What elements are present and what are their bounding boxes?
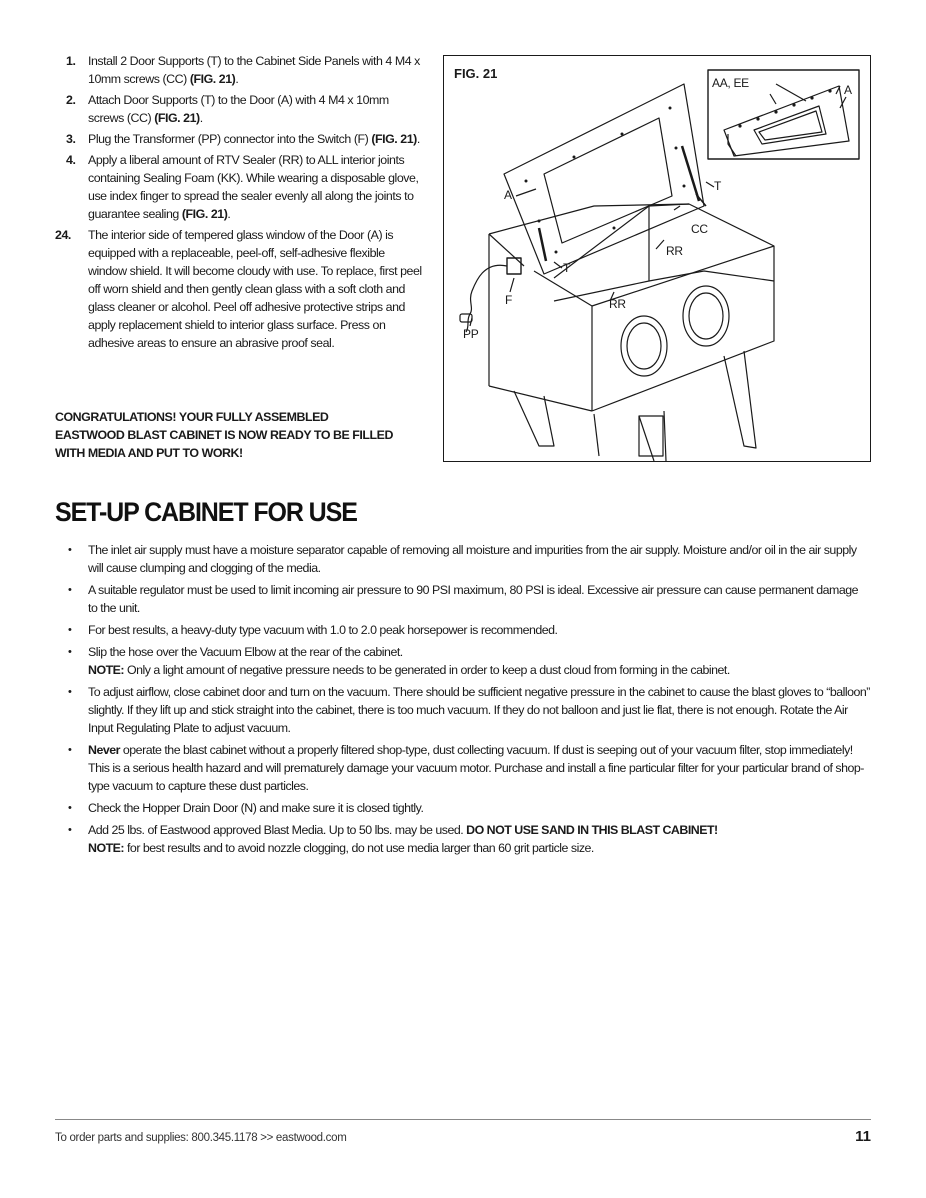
step-text: Install 2 Door Supports (T) to the Cabinet Side Panels with 4 M4 x 10mm screws (CC) xyxy=(88,54,420,86)
callout-pp: PP xyxy=(463,327,479,341)
note-label: NOTE: xyxy=(88,663,125,677)
callout-rr-lower: RR xyxy=(609,297,626,311)
callout-cc: CC xyxy=(691,222,708,236)
figure-label: FIG. 21 xyxy=(454,66,498,81)
callout-t-top: T xyxy=(714,179,722,193)
section-title: SET-UP CABINET FOR USE xyxy=(55,497,357,528)
bullet-item: • For best results, a heavy-duty type vacuum with 1.0 to 2.0 peak horsepower is recommended. xyxy=(55,621,870,639)
bullet-item: • Never operate the blast cabinet without a properly filtered shop-type, dust collecting vacuum. If dust is seeping out of your vacuum filter, stop immediately! This is a serious health hazard and will prematurely damage your vacuum motor. Purchase and install a fine particular filter for your particular brand of shop-type vacuum to capture these dust particles. xyxy=(55,741,870,795)
figure-ref: (FIG. 21) xyxy=(371,132,417,146)
bullet-icon: • xyxy=(68,824,72,836)
step-number: 2. xyxy=(66,93,76,107)
bullet-item: • Check the Hopper Drain Door (N) and make sure it is closed tightly. xyxy=(55,799,870,817)
bullet-icon: • xyxy=(68,802,72,814)
callout-aa-ee: AA, EE xyxy=(712,76,749,90)
note-label: NOTE: xyxy=(88,841,125,855)
step-text: The interior side of tempered glass window of the Door (A) is equipped with a replaceable, peel-off, self-adhesive flexible window shield. It will become cloudy with use. To replace, first peel off worn shield and then gently clean glass with a soft cloth and glass cleaner or alcohol. Peel off adhesive protective strips and apply replacement shield to interior glass surface. Press on adhesive areas to ensure an abrasive proof seal. xyxy=(88,228,422,350)
step-item: 3. Plug the Transformer (PP) connector into the Switch (F) (FIG. 21). xyxy=(55,130,425,148)
bullet-icon: • xyxy=(68,744,72,756)
step-item xyxy=(55,226,425,352)
callout-rr-upper: RR xyxy=(666,244,683,258)
bullet-item: • A suitable regulator must be used to limit incoming air pressure to 90 PSI maximum, 80 PSI is ideal. Excessive air pressure can cause permanent damage to the unit. xyxy=(55,581,870,617)
figure-ref: (FIG. 21) xyxy=(181,207,228,221)
step-item: 2. Attach Door Supports (T) to the Door (A) with 4 M4 x 10mm screws (CC) (FIG. 21). xyxy=(55,91,425,127)
footer-contact: To order parts and supplies: 800.345.1178 >> eastwood.com xyxy=(55,1132,347,1144)
congratulations-text: CONGRATULATIONS! YOUR FULLY ASSEMBLED EASTWOOD BLAST CABINET IS NOW READY TO BE FILLED WITH MEDIA AND PUT TO WORK! xyxy=(55,410,393,460)
step-number: 24. xyxy=(55,228,71,242)
step-number: 4. xyxy=(66,153,76,167)
callout-a: A xyxy=(504,188,512,202)
step-item: 4. Apply a liberal amount of RTV Sealer (RR) to ALL interior joints containing Sealing Foam (KK). While wearing a disposable glove, use index finger to spread the sealer evenly all along the joints to guarantee sealing (FIG. 21). xyxy=(55,151,425,223)
page-number: 11 xyxy=(855,1128,871,1145)
footer-divider xyxy=(55,1119,871,1120)
bullet-icon: • xyxy=(68,584,72,596)
emphasis-never: Never xyxy=(88,743,120,757)
bullet-item: • To adjust airflow, close cabinet door and turn on the vacuum. There should be sufficient negative pressure in the cabinet to cause the blast gloves to “balloon” slightly. If they lift up and stick straight into the cabinet, there is too much vacuum. If they do not balloon and just lie flat, there is not enough. Rotate the Air Input Regulating Plate to adjust vacuum. xyxy=(55,683,870,737)
callout-t-left: T xyxy=(563,261,571,275)
step-number: 1. xyxy=(66,54,76,68)
bullet-item: • The inlet air supply must have a moisture separator capable of removing all moisture and impurities from the air supply. Moisture and/or oil in the air supply will cause clumping and clogging of the media. xyxy=(55,541,870,577)
assembly-steps xyxy=(55,52,425,355)
bullet-icon: • xyxy=(68,624,72,636)
bullet-icon: • xyxy=(68,544,72,556)
bullet-item: • Add 25 lbs. of Eastwood approved Blast Media. Up to 50 lbs. may be used. DO NOT USE SAND IN THIS BLAST CABINET! NOTE: for best results and to avoid nozzle clogging, do not use media larger than 60 grit particle size. xyxy=(55,821,870,857)
callout-f: F xyxy=(505,293,513,307)
step-text: Plug the Transformer (PP) connector into the Switch (F) xyxy=(88,132,369,146)
bullet-icon: • xyxy=(68,646,72,658)
bullet-item: • Slip the hose over the Vacuum Elbow at the rear of the cabinet. NOTE: Only a light amount of negative pressure needs to be generated in order to keep a dust cloud from forming in the cabinet. xyxy=(55,643,870,679)
figure-21 xyxy=(443,55,871,462)
figure-ref: (FIG. 21) xyxy=(154,111,200,125)
warning-text: DO NOT USE SAND IN THIS BLAST CABINET! xyxy=(466,823,718,837)
step-number: 3. xyxy=(66,132,76,146)
figure-ref: (FIG. 21) xyxy=(189,72,236,86)
step-text: Attach Door Supports (T) to the Door (A) with 4 M4 x 10mm screws (CC) xyxy=(88,93,389,125)
setup-bullets xyxy=(55,541,870,861)
bullet-icon: • xyxy=(68,686,72,698)
callout-a-inset: A xyxy=(844,83,852,97)
step-text: Apply a liberal amount of RTV Sealer (RR) to ALL interior joints containing Sealing Foam (KK). While wearing a disposable glove, use index finger to spread the sealer evenly all along the joints to guarantee sealing xyxy=(88,153,419,221)
step-item: 1. Install 2 Door Supports (T) to the Cabinet Side Panels with 4 M4 x 10mm screws (CC) (FIG. 21). xyxy=(55,52,425,88)
blast-cabinet-illustration xyxy=(444,56,870,461)
